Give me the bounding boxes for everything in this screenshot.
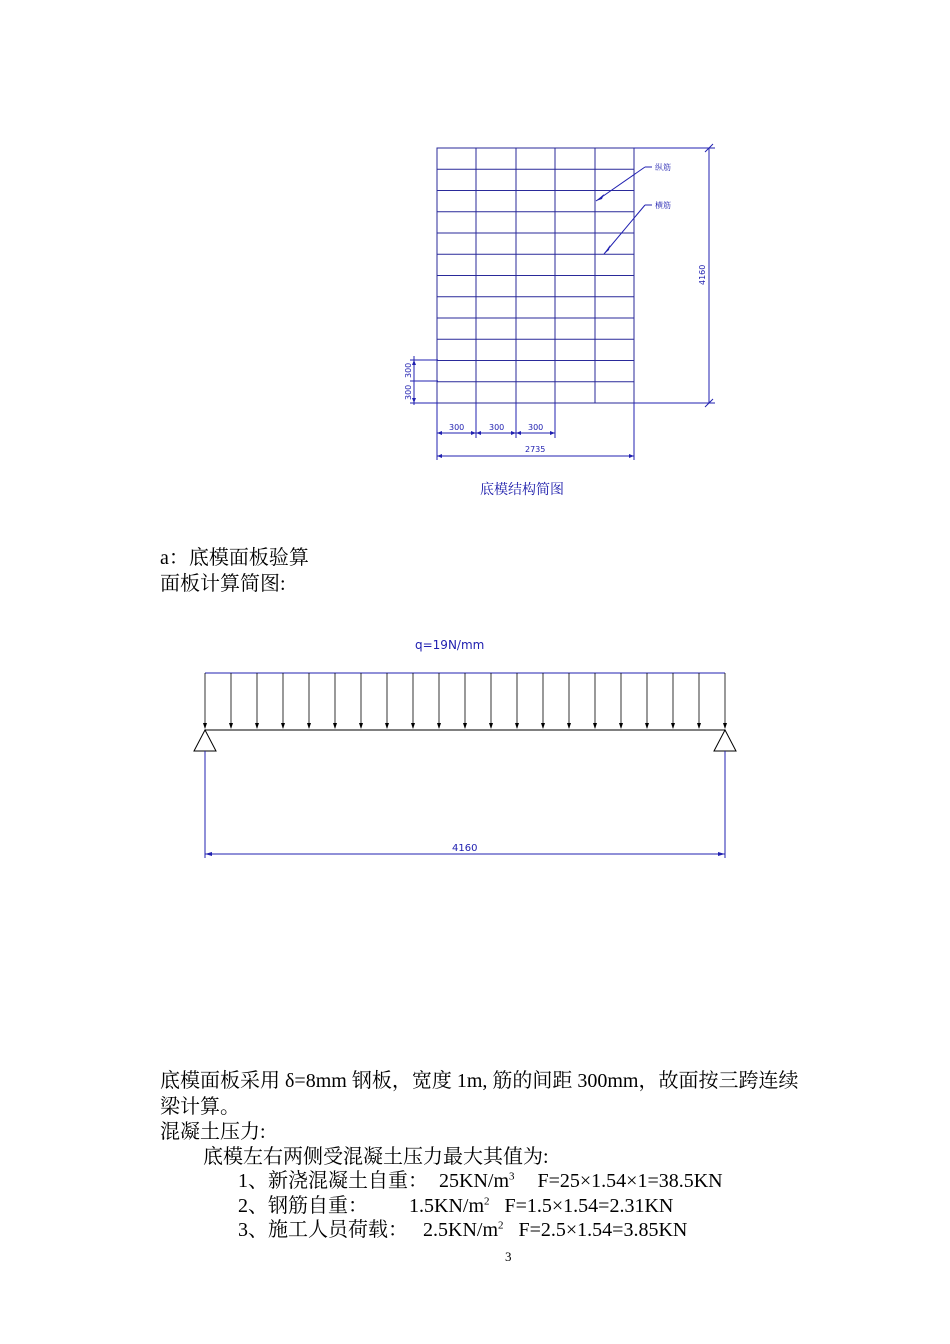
load-arrowhead (697, 723, 701, 729)
load-arrowhead (541, 723, 545, 729)
load-arrowhead (385, 723, 389, 729)
rib-spacing-label-2: 300 (404, 362, 413, 378)
load-arrowhead (229, 723, 233, 729)
panel-calculation-diagram (0, 620, 950, 870)
section-subheading: 面板计算简图: (160, 573, 286, 595)
right-support (714, 730, 736, 751)
span-arrow-right (718, 852, 725, 856)
load-arrowhead (593, 723, 597, 729)
load-item-2 (238, 1194, 673, 1218)
bottom-dimensions (437, 403, 634, 460)
load-arrowhead (333, 723, 337, 729)
pressure-intro: 底模左右两侧受混凝土压力最大其值为: (203, 1146, 549, 1168)
load-arrowhead (359, 723, 363, 729)
paragraph-line-2: 梁计算。 (160, 1096, 240, 1118)
transverse-rib-callout (604, 200, 671, 254)
load-item-1 (238, 1169, 723, 1193)
paragraph-line-1: 底模面板采用 δ=8mm 钢板，宽度 1m, 筋的间距 300mm，故面按三跨连续 (160, 1070, 799, 1092)
load-arrowhead (307, 723, 311, 729)
height-dimension-label: 4160 (698, 264, 707, 285)
bottom-dim-label-1: 300 (449, 423, 465, 432)
load-arrowhead (671, 723, 675, 729)
formwork-grid (437, 148, 634, 403)
load-item-1-value: 25KN/m (439, 1170, 509, 1192)
formwork-structure-diagram (0, 0, 950, 520)
load-item-1-exp: 3 (509, 1170, 515, 1183)
load-arrowhead (411, 723, 415, 729)
pressure-title: 混凝土压力: (160, 1121, 266, 1143)
figure1-caption: 底模结构简图 (480, 483, 564, 498)
load-item-2-label: 2、钢筋自重： (238, 1195, 368, 1217)
span-label: 4160 (452, 843, 478, 854)
load-item-1-label: 1、新浇混凝土自重： (238, 1170, 428, 1192)
load-item-3-formula: F=2.5×1.54=3.85KN (518, 1219, 688, 1241)
distributed-load-arrows (203, 673, 727, 729)
span-arrow-left (205, 852, 212, 856)
load-label: q=19N/mm (415, 638, 485, 652)
total-width-label: 2735 (525, 445, 546, 454)
load-item-3-exp: 2 (498, 1219, 504, 1232)
rib-spacing-dimension (404, 356, 438, 405)
transverse-rib-label: 横筋 (655, 201, 671, 210)
load-item-2-exp: 2 (484, 1195, 490, 1208)
bottom-dim-label-2: 300 (489, 423, 505, 432)
load-arrowhead (463, 723, 467, 729)
load-arrowhead (255, 723, 259, 729)
load-item-2-value: 1.5KN/m (409, 1195, 484, 1217)
load-arrowhead (723, 723, 727, 729)
height-dimension (634, 144, 715, 407)
load-item-3 (238, 1218, 687, 1242)
load-item-3-label: 3、施工人员荷载： (238, 1219, 408, 1241)
rib-spacing-label-1: 300 (404, 384, 413, 400)
load-arrowhead (645, 723, 649, 729)
load-arrowhead (203, 723, 207, 729)
load-arrowhead (515, 723, 519, 729)
load-arrowhead (567, 723, 571, 729)
longitudinal-rib-label: 纵筋 (655, 163, 671, 172)
load-arrowhead (281, 723, 285, 729)
section-heading: a：底模面板验算 (160, 547, 309, 569)
left-support (194, 730, 216, 751)
load-arrowhead (619, 723, 623, 729)
page-number: 3 (505, 1249, 512, 1264)
load-arrowhead (489, 723, 493, 729)
load-item-3-value: 2.5KN/m (423, 1219, 498, 1241)
load-item-1-formula: F=25×1.54×1=38.5KN (537, 1170, 723, 1192)
load-arrowhead (437, 723, 441, 729)
load-item-2-formula: F=1.5×1.54=2.31KN (504, 1195, 674, 1217)
bottom-dim-label-3: 300 (528, 423, 544, 432)
